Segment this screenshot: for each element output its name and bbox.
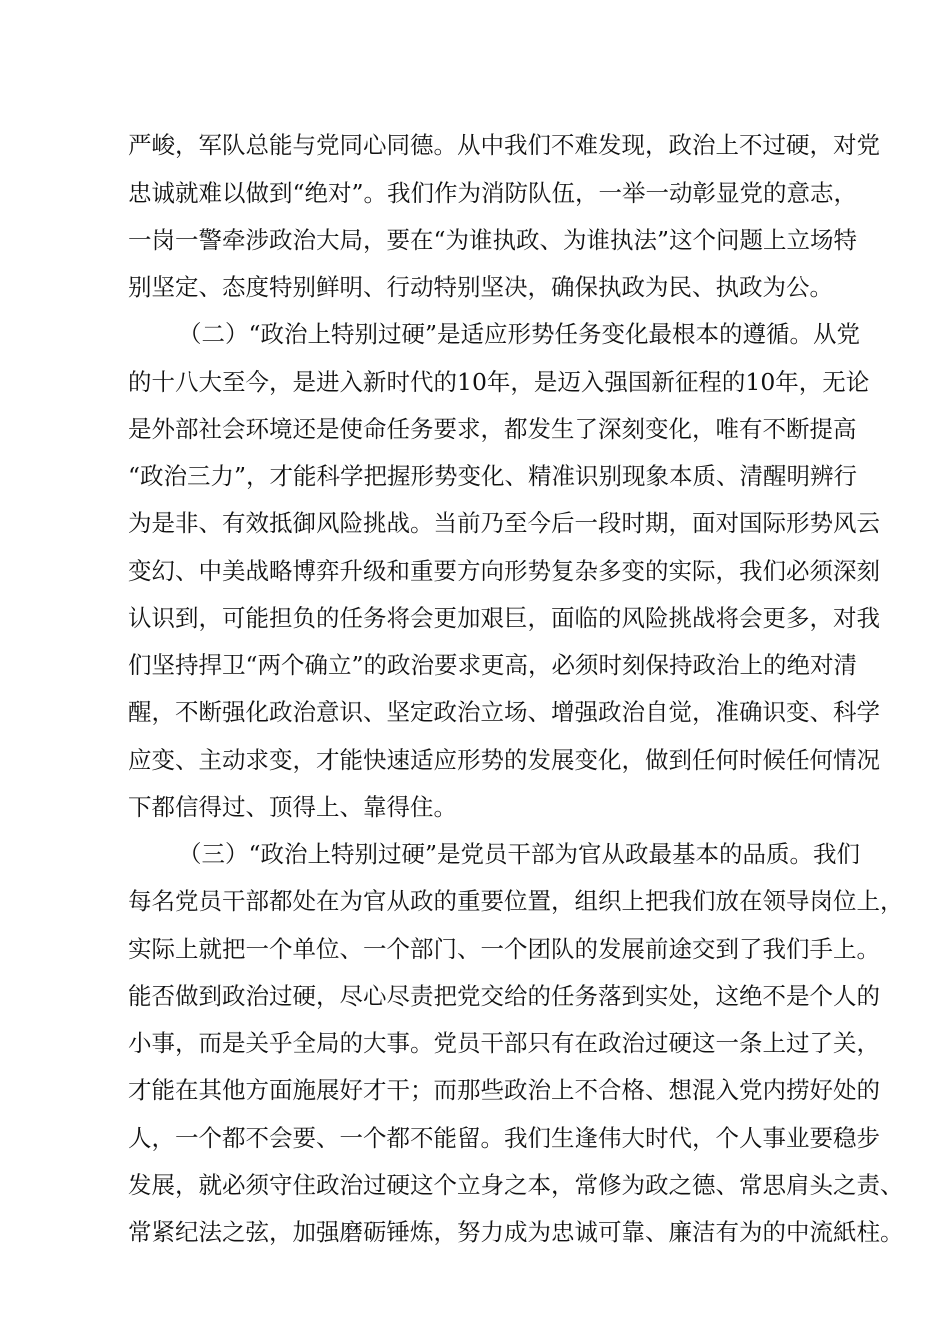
text-line: 实际上就把一个单位、一个部门、一个团队的发展前途交到了我们手上。 [128,935,880,963]
text-line: 醒，不断强化政治意识、坚定政治立场、增强政治自觉，准确识变、科学 [128,698,880,726]
text-line: 是外部社会环境还是使命任务要求，都发生了深刻变化，唯有不断提高 [128,415,857,443]
text-line: 人，一个都不会要、一个都不能留。我们生逢伟大时代，个人事业要稳步 [128,1124,880,1152]
text-line: 下都信得过、顶得上、靠得住。 [128,793,457,821]
text-line: 忠诚就难以做到“绝对”。我们作为消防队伍，一举一动彰显党的意志， [128,179,858,207]
text-line: 常紧纪法之弦，加强磨砺锤炼，努力成为忠诚可靠、廉洁有为的中流紙柱。 [128,1218,904,1246]
text-line: 才能在其他方面施展好才干；而那些政治上不合格、想混入党内捞好处的 [128,1076,880,1104]
text-line: 一岗一警牵涉政治大局，要在“为谁执政、为谁执法”这个问题上立场特 [128,226,858,254]
text-line: 认识到，可能担负的任务将会更加艰巨，面临的风险挑战将会更多，对我 [128,604,880,632]
text-line: “政治三力”，才能科学把握形势变化、精准识别现象本质、清醒明辨行 [128,462,858,490]
text-line: 每名党员干部都处在为官从政的重要位置，组织上把我们放在领导岗位上， [128,887,904,915]
text-line: 的十八大至今，是进入新时代的10年，是迈入强国新征程的10年，无论 [128,368,870,396]
text-line: 严峻，军队总能与党同心同德。从中我们不难发现，政治上不过硬，对党 [128,131,880,159]
text-line: 变幻、中美战略博弈升级和重要方向形势复杂多变的实际，我们必须深刻 [128,557,880,585]
text-line: 应变、主动求变，才能快速适应形势的发展变化，做到任何时候任何情况 [128,746,880,774]
text-line: 小事，而是关乎全局的大事。党员干部只有在政治过硬这一条上过了关， [128,1029,880,1057]
paragraph-3-first-line: （三）“政治上特别过硬”是党员干部为官从政最基本的品质。我们 [178,840,861,868]
paragraph-2-first-line: （二）“政治上特别过硬”是适应形势任务变化最根本的遵循。从党 [178,320,861,348]
text-line: 们坚持捍卫“两个确立”的政治要求更高，必须时刻保持政治上的绝对清 [128,651,858,679]
text-line: 别坚定、态度特别鲜明、行动特别坚决，确保执政为民、执政为公。 [128,273,833,301]
text-line: 能否做到政治过硬，尽心尽责把党交给的任务落到实处，这绝不是个人的 [128,982,880,1010]
text-line: 为是非、有效抵御风险挑战。当前乃至今后一段时期，面对国际形势风云 [128,509,880,537]
text-line: 发展，就必须守住政治过硬这个立身之本，常修为政之德、常思肩头之责、 [128,1171,904,1199]
